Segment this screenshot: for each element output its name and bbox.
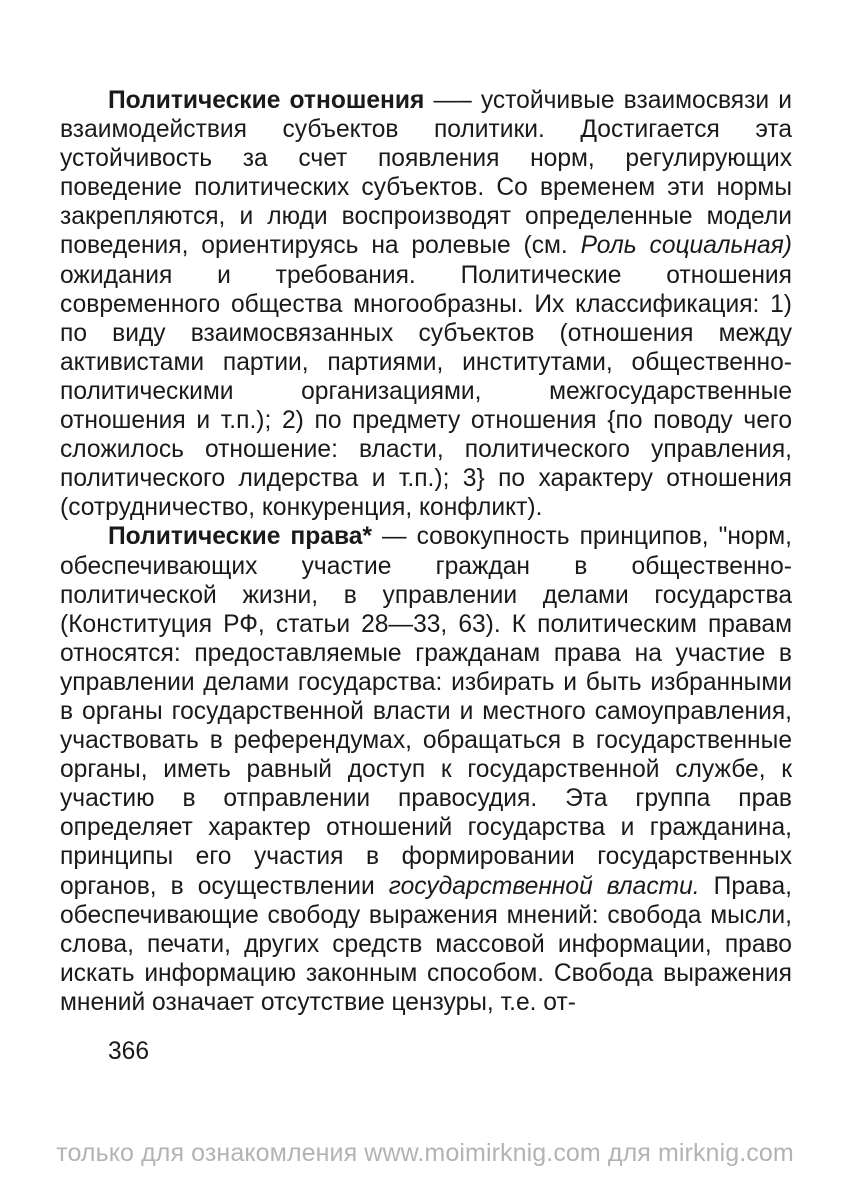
entry-term: Политические отношения xyxy=(108,87,425,114)
entry-text: Права, обеспечивающие свободу выражения мнений: свобода мысли, слова, печати, других средств массовой информации, право искать информацию законным способом. Свобода выражения мнений означает отсутствие цензуры, т.е. от- xyxy=(60,872,792,1016)
entry-text: — совокупность принципов, "норм, обеспечивающих участие граждан в общественно-политической жизни, в управлении делами государства (Конституция РФ, статьи 28—33, 63). К политическим правам относятся: предоставляемые гражданам права на участие в управлении делами государства: избирать и быть избранными в органы государственной власти и местного самоуправления, участвовать в референдумах, обращаться в государственные органы, иметь равный доступ к государственной службе, к участию в отправлении правосудия. Эта группа прав определяет характер отношений государства и гражданина, принципы его участия в формировании государственных органов, в осуществлении xyxy=(60,523,792,900)
watermark-text: только для ознакомления www.moimirknig.com для mirknig.com xyxy=(56,1139,794,1167)
cross-reference: Роль социальная) xyxy=(580,232,792,260)
entry-text: —– устойчивые взаимосвязи и взаимодействия субъектов политики. Достигается эта устойчивость за счет появления норм, регулирующих поведение политических субъектов. Со временем эти нормы закрепляются, и люди воспроизводят определенные модели поведения, ориентируясь на ролевые (см. xyxy=(60,87,792,260)
page-body xyxy=(60,86,792,1017)
entry-political-rights xyxy=(60,522,792,1017)
entry-text: ожидания и требования. Политические отношения современного общества многообразны. Их классификация: 1) по виду взаимосвязанных субъектов (отношения между активистами партии, партиями, институтами, общественно-политическими организациями, межгосударственные отношения и т.п.); 2) по предмету отношения {по поводу чего сложилось отношение: власти, политического управления, политического лидерства и т.п.); 3} по характеру отношения (сотрудничество, конкуренция, конфликт). xyxy=(60,261,792,522)
cross-reference: государственной власти. xyxy=(388,872,700,900)
page-number: 366 xyxy=(108,1038,150,1065)
entry-political-relations xyxy=(60,86,792,522)
entry-term: Политические права* xyxy=(108,523,372,551)
